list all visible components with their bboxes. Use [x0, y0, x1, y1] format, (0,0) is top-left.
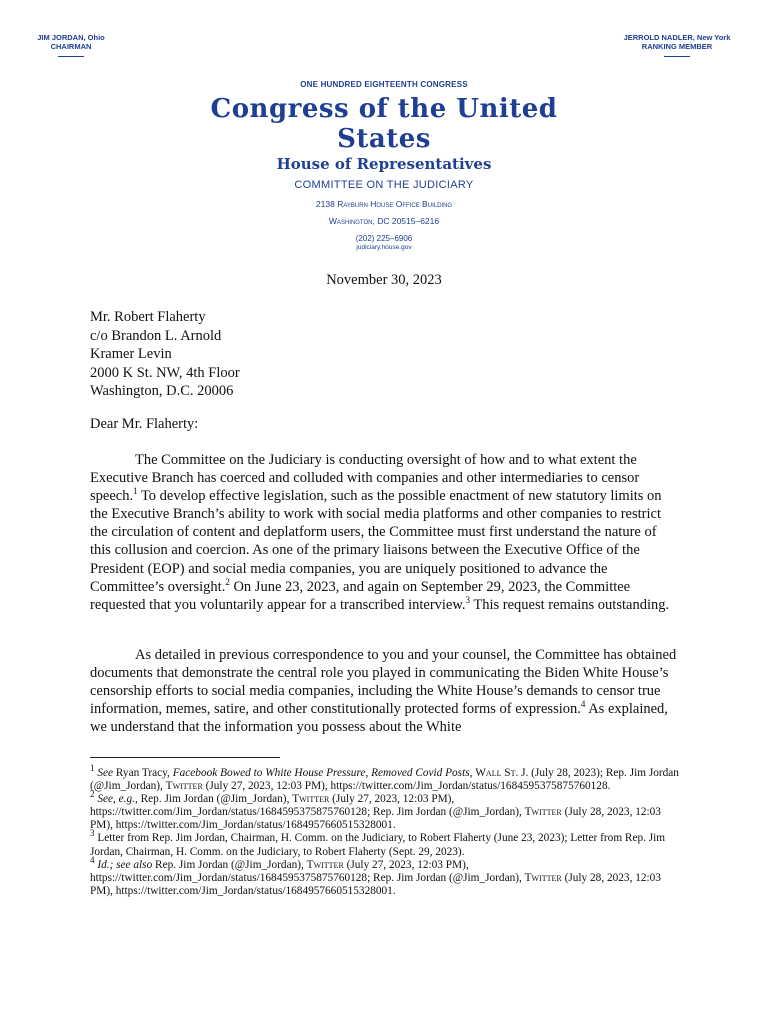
congress-title: Congress of the United States [210, 94, 558, 154]
office-phone: (202) 225–6906 [355, 234, 413, 243]
house-title: House of Representatives [276, 155, 492, 173]
recipient-line: Kramer Levin [90, 346, 172, 362]
recipient-line: Mr. Robert Flaherty [90, 309, 206, 325]
footnotes [90, 763, 680, 898]
footnote-4: $^4$ Id.; see also Rep. Jim Jordan (@Jim_Jordan), Twitter (July 27, 2023, 12:03 PM), https://twitter.com/Jim_Jordan/status/1684595375875760128; Rep. Jim Jordan (@Jim_Jordan), Twitter (July 28, 2023, 12:03 PM), https://twitter.com/Jim_Jordan/status/1684957660515328001. [90, 854, 661, 897]
committee-website: judiciary.house.gov [356, 244, 412, 251]
chairman-title: CHAIRMAN [50, 42, 92, 51]
congress-number: ONE HUNDRED EIGHTEENTH CONGRESS [300, 80, 468, 89]
footnote-1: $^1$ See Ryan Tracy, Facebook Bowed to White House Pressure, Removed Covid Posts, Wall St. J. (July 28, 2023); Rep. Jim Jordan (@Jim_Jordan), Twitter (July 27, 2023, 12:03 PM), https://twitter.com/Jim_Jordan/status/1684595375875760128. [90, 763, 679, 793]
chairman-rule [58, 56, 84, 57]
recipient-line: 2000 K St. NW, 4th Floor [90, 364, 240, 381]
ranking-member-block [618, 33, 736, 57]
footnote-ref[interactable]: 1 [133, 486, 138, 497]
letterhead [184, 80, 584, 251]
footnote-2: $^2$ See, e.g., Rep. Jim Jordan (@Jim_Jordan), Twitter (July 27, 2023, 12:03 PM), https://twitter.com/Jim_Jordan/status/1684595375875760128; Rep. Jim Jordan (@Jim_Jordan), Twitter (July 28, 2023, 12:03 PM), https://twitter.com/Jim_Jordan/status/1684957660515328001. [90, 789, 661, 832]
footnote-3: $^3$ Letter from Rep. Jim Jordan, Chairman, H. Comm. on the Judiciary, to Robert Flaherty (June 23, 2023); Letter from Rep. Jim Jordan, Chairman, H. Comm. on the Judiciary, to Robert Flaherty (Sept. 29, 2023). [90, 828, 666, 858]
ranking-member-title: RANKING MEMBER [641, 42, 713, 51]
chairman-name: JIM JORDAN, Ohio [37, 33, 105, 42]
recipient-line: Washington, D.C. 20006 [90, 383, 234, 399]
footnote-ref[interactable]: 3 [465, 594, 471, 605]
ranking-member-rule [664, 56, 690, 57]
ranking-member-name: JERROLD NADLER, New York [623, 33, 731, 42]
footnote-ref[interactable]: 2 [225, 576, 230, 587]
letter-date: November 30, 2023 [326, 272, 442, 288]
footnote-divider [90, 757, 280, 758]
body-paragraph-1: The Committee on the Judiciary is conducting oversight of how and to what extent the Executive Branch has coerced and colluded with companies and other intermediaries to censor speech.$^1$ To develop effective legislation, such as the possible enactment of new statutory limits on the Executive Branch’s ability to work with social media platforms and other companies to restrict the circulation of content and deplatform users, the Committee must first understand the nature of this collusion and coercion. As one of the primary liaisons between the Executive Office of the President (EOP) and social media companies, you are uniquely positioned to advance the Committee’s oversight.$^2$ On June 23, 2023, and again on September 29, 2023, the Committee requested that you voluntarily appear for a transcribed interview.$^3$ This request remains outstanding. [90, 452, 670, 613]
office-building: 2138 Rayburn House Office Building [315, 199, 453, 209]
body-paragraph-2: As detailed in previous correspondence to you and your counsel, the Committee has obtained documents that demonstrate the central role you played in communicating the Biden White House’s censorship efforts to social media companies, including the White House’s demands to censor true information, memes, satire, and other constitutionally protected forms of expression.$^4$ As explained, we understand that the information you possess about the White [90, 647, 677, 736]
office-city: Washington, DC 20515–6216 [328, 216, 440, 226]
footnote-ref[interactable]: 4 [580, 699, 586, 710]
committee-name: COMMITTEE ON THE JUDICIARY [294, 179, 474, 191]
recipient-line: c/o Brandon L. Arnold [90, 327, 222, 344]
salutation: Dear Mr. Flaherty: [90, 416, 199, 432]
recipient-address [90, 308, 240, 401]
chairman-block [34, 33, 108, 57]
